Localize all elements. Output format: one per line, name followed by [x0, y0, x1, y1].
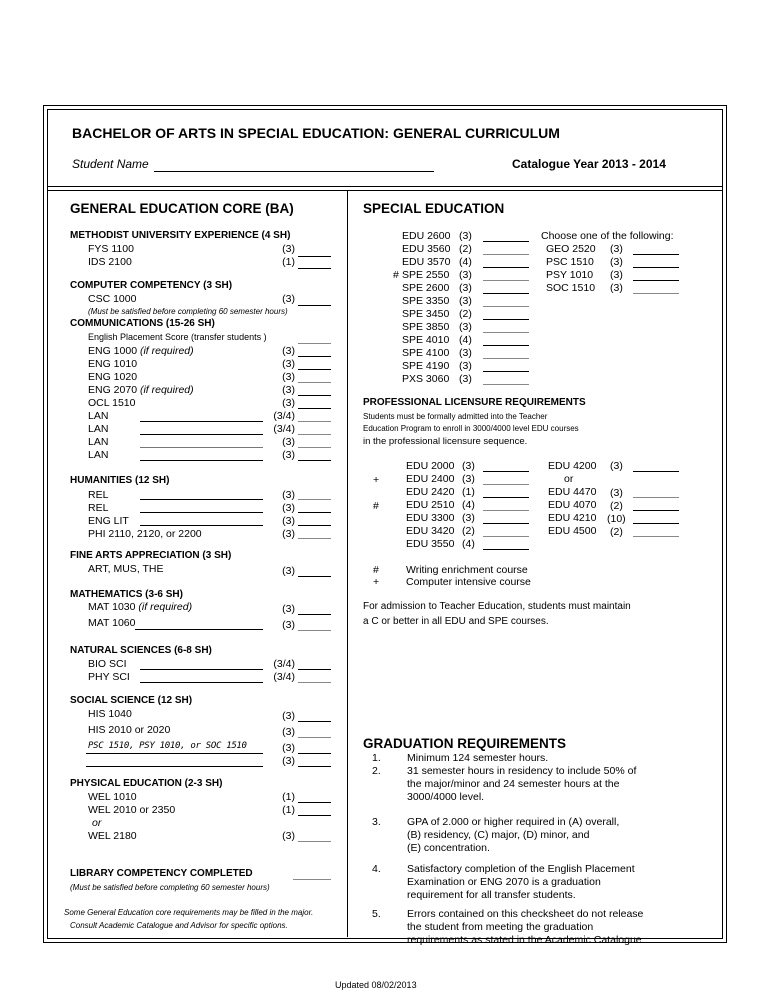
course-hours: (3) [610, 256, 623, 268]
course-hours: (4) [459, 334, 472, 346]
course-hours: (3) [610, 487, 623, 499]
grade-blank[interactable] [293, 879, 331, 880]
course-hours: (3) [462, 512, 475, 524]
course-hours: (3) [282, 371, 295, 383]
course-code: EDU 4070 [548, 499, 597, 511]
grade-blank[interactable] [298, 669, 331, 670]
legend-mark: + [373, 576, 380, 588]
course-code: EDU 4210 [548, 512, 597, 524]
course-code: FYS 1100 [88, 243, 134, 255]
course-code: EDU 2510 [406, 499, 455, 511]
course-code: HIS 1040 [88, 708, 132, 720]
course-code: ENG LIT [88, 515, 129, 527]
special-ed-title: SPECIAL EDUCATION [363, 201, 505, 216]
requirement-number: 5. [372, 908, 381, 920]
course-code: MAT 1060 [88, 617, 136, 629]
course-code: PHY SCI [88, 671, 130, 683]
course-hours: (1) [282, 791, 295, 803]
grade-blank[interactable] [298, 753, 331, 754]
requirement-number: 3. [372, 816, 381, 828]
grade-blank[interactable] [298, 841, 331, 842]
legend-writing: Writing enrichment course [406, 564, 528, 576]
course-hours: (3) [282, 436, 295, 448]
grade-blank[interactable] [483, 319, 529, 320]
requirement-text: requirements as stated in the Academic Catalogue. [407, 934, 645, 946]
grade-blank[interactable] [298, 356, 331, 357]
grade-blank[interactable] [483, 471, 529, 472]
course-entry-line[interactable] [140, 512, 263, 513]
grade-blank[interactable] [298, 525, 331, 526]
legend-computer: Computer intensive course [406, 576, 531, 588]
course-code: BIO SCI [88, 658, 127, 670]
course-hours: (3) [462, 473, 475, 485]
grade-blank[interactable] [298, 512, 331, 513]
requirement-number: 4. [372, 863, 381, 875]
course-code: REL [88, 489, 109, 501]
page-title: BACHELOR OF ARTS IN SPECIAL EDUCATION: GENERAL CURRICULUM [72, 125, 560, 141]
grade-blank[interactable] [633, 523, 679, 524]
course-hours: (3) [282, 293, 295, 305]
grade-blank[interactable] [483, 241, 529, 242]
course-hours: (4) [462, 499, 475, 511]
grade-blank[interactable] [298, 737, 331, 738]
grade-blank[interactable] [298, 614, 331, 615]
placement-score-label: English Placement Score (transfer students ) [88, 332, 267, 342]
grade-blank[interactable] [483, 549, 529, 550]
course-hours: (3) [282, 565, 295, 577]
requirement-text: the student from meeting the graduation [407, 921, 594, 933]
course-entry-line[interactable] [135, 629, 263, 630]
grade-blank[interactable] [483, 267, 529, 268]
handwritten-course-entry: PSC 1510, PSY 1010, or SOC 1510 [88, 741, 247, 751]
requirement-text: Errors contained on this checksheet do not release [407, 908, 644, 920]
course-code: OCL 1510 [88, 397, 136, 409]
course-hours: (3) [282, 528, 295, 540]
social-science-heading: SOCIAL SCIENCE (12 SH) [70, 695, 193, 706]
course-hours: (10) [607, 513, 626, 525]
requirement-text: (E) concentration. [407, 842, 490, 854]
course-code: SPE 3850 [402, 321, 450, 333]
legend-mark: # [373, 564, 379, 576]
grade-blank[interactable] [298, 343, 331, 344]
admission-line-2: a C or better in all EDU and SPE courses. [363, 616, 549, 627]
natural-sciences-heading: NATURAL SCIENCES (6-8 SH) [70, 645, 212, 656]
grade-blank[interactable] [298, 408, 331, 409]
course-hours: (3) [459, 295, 472, 307]
writing-enrichment-mark: # [393, 269, 399, 281]
course-code: SPE 3350 [402, 295, 450, 307]
student-name-field[interactable] [154, 171, 434, 172]
course-note: (if required) [138, 601, 193, 613]
course-hours: (3) [282, 619, 295, 631]
course-hours: (3) [610, 460, 623, 472]
grade-blank[interactable] [298, 630, 331, 631]
course-code: ENG 2070 [88, 384, 138, 396]
gen-ed-footnote-1: Some General Education core requirements may be filled in the major. [64, 908, 314, 917]
course-code: SPE 2550 [402, 269, 450, 281]
course-hours: (1) [282, 804, 295, 816]
communications-heading: COMMUNICATIONS (15-26 SH) [70, 318, 215, 329]
requirement-text: 31 semester hours in residency to include 50% of [407, 765, 637, 777]
course-entry-line[interactable] [140, 682, 263, 683]
requirement-text: GPA of 2.000 or higher required in (A) overall, [407, 816, 620, 828]
course-hours: (2) [462, 525, 475, 537]
course-code: LAN [88, 423, 109, 435]
course-code: EDU 4200 [548, 460, 597, 472]
grade-blank[interactable] [298, 421, 331, 422]
course-hours: (2) [610, 500, 623, 512]
grade-blank[interactable] [483, 358, 529, 359]
course-code: EDU 3560 [402, 243, 451, 255]
grade-blank[interactable] [298, 268, 331, 269]
grade-blank[interactable] [483, 384, 529, 385]
grade-blank[interactable] [298, 434, 331, 435]
requirement-text: (B) residency, (C) major, (D) minor, and [407, 829, 590, 841]
course-code: LAN [88, 449, 109, 461]
requirement-text: Examination or ENG 2070 is a graduation [407, 876, 601, 888]
course-entry-line[interactable] [86, 766, 263, 767]
grade-blank[interactable] [483, 510, 529, 511]
grade-blank[interactable] [483, 332, 529, 333]
course-hours: (2) [459, 308, 472, 320]
grade-blank[interactable] [298, 802, 331, 803]
licensure-line-1: Students must be formally admitted into the Teacher [363, 412, 548, 421]
course-hours: (3) [282, 742, 295, 754]
course-note: (if required) [139, 384, 194, 396]
course-code: REL [88, 502, 109, 514]
course-hours: (3) [282, 755, 295, 767]
course-hours: (3/4) [273, 423, 295, 435]
pe-heading: PHYSICAL EDUCATION (2-3 SH) [70, 778, 223, 789]
course-code: PXS 3060 [402, 373, 450, 385]
catalogue-year: Catalogue Year 2013 - 2014 [512, 157, 666, 171]
grade-blank[interactable] [633, 254, 679, 255]
or-label: or [92, 817, 102, 829]
course-hours: (3) [459, 321, 472, 333]
course-hours: (3) [459, 282, 472, 294]
requirement-text: requirement for all transfer students. [407, 889, 576, 901]
course-code: SOC 1510 [546, 282, 596, 294]
course-code: EDU 2400 [406, 473, 455, 485]
course-code: PSY 1010 [546, 269, 594, 281]
or-label: or [564, 473, 574, 485]
requirement-number: 2. [372, 765, 381, 777]
grade-blank[interactable] [298, 447, 331, 448]
course-hours: (3) [459, 373, 472, 385]
course-hours: (3) [282, 515, 295, 527]
grade-blank[interactable] [483, 371, 529, 372]
course-code: SPE 2600 [402, 282, 450, 294]
grade-blank[interactable] [633, 497, 679, 498]
student-name-label: Student Name [72, 157, 149, 171]
course-hours: (1) [282, 256, 295, 268]
course-code: SPE 4010 [402, 334, 450, 346]
grade-blank[interactable] [483, 293, 529, 294]
course-entry-line[interactable] [140, 421, 263, 422]
grade-blank[interactable] [483, 306, 529, 307]
grade-blank[interactable] [298, 815, 331, 816]
course-hours: (3) [459, 347, 472, 359]
course-code: SPE 4100 [402, 347, 450, 359]
grade-blank[interactable] [483, 536, 529, 537]
requirement-text: 3000/4000 level. [407, 791, 485, 803]
admission-line-1: For admission to Teacher Education, students must maintain [363, 601, 631, 612]
course-code: ENG 1000 [88, 345, 138, 357]
methodist-heading: METHODIST UNIVERSITY EXPERIENCE (4 SH) [70, 230, 291, 241]
grade-blank[interactable] [633, 280, 679, 281]
course-entry-line[interactable] [140, 460, 263, 461]
computer-heading: COMPUTER COMPETENCY (3 SH) [70, 280, 233, 291]
requirement-text: Minimum 124 semester hours. [407, 752, 549, 764]
course-code: EDU 4500 [548, 525, 597, 537]
course-hours: (4) [462, 538, 475, 550]
course-hours: (3) [282, 726, 295, 738]
course-code: EDU 3550 [406, 538, 455, 550]
grade-blank[interactable] [483, 497, 529, 498]
course-hours: (3/4) [273, 671, 295, 683]
course-hours: (3) [610, 269, 623, 281]
course-code: EDU 3420 [406, 525, 455, 537]
grade-blank[interactable] [298, 721, 331, 722]
math-heading: MATHEMATICS (3-6 SH) [70, 589, 183, 600]
course-entry-line[interactable] [140, 525, 263, 526]
licensure-line-2: Education Program to enroll in 3000/4000 level EDU courses [363, 424, 579, 433]
grade-blank[interactable] [298, 369, 331, 370]
course-code: EDU 3300 [406, 512, 455, 524]
course-code: EDU 4470 [548, 486, 597, 498]
course-code: LAN [88, 436, 109, 448]
course-hours: (3) [282, 397, 295, 409]
course-entry-line[interactable] [140, 499, 263, 500]
header-divider-2 [47, 190, 722, 191]
grade-blank[interactable] [633, 293, 679, 294]
course-code: MAT 1030 [88, 601, 136, 613]
grade-blank[interactable] [298, 305, 331, 306]
grade-blank[interactable] [633, 267, 679, 268]
course-code: WEL 1010 [88, 791, 137, 803]
computer-note: (Must be satisfied before completing 60 semester hours) [88, 307, 288, 316]
course-code: PHI 2110, 2120, or 2200 [88, 528, 202, 540]
grade-blank[interactable] [298, 460, 331, 461]
course-hours: (2) [459, 243, 472, 255]
course-note: (if required) [139, 345, 194, 357]
course-code: EDU 2000 [406, 460, 455, 472]
grade-blank[interactable] [633, 510, 679, 511]
choose-heading: Choose one of the following: [541, 230, 674, 242]
course-hours: (3) [610, 243, 623, 255]
course-hours: (2) [610, 526, 623, 538]
course-entry-line[interactable] [140, 434, 263, 435]
licensure-line-3: in the professional licensure sequence. [363, 436, 528, 447]
course-code: EDU 2600 [402, 230, 451, 242]
course-hours: (3) [282, 449, 295, 461]
course-code: ENG 1020 [88, 371, 138, 383]
library-heading: LIBRARY COMPETENCY COMPLETED [70, 868, 253, 879]
requirement-text: Satisfactory completion of the English Placement [407, 863, 635, 875]
grade-blank[interactable] [483, 280, 529, 281]
course-code: SPE 4190 [402, 360, 450, 372]
grade-blank[interactable] [298, 538, 331, 539]
column-divider [347, 190, 348, 937]
fine-arts-heading: FINE ARTS APPRECIATION (3 SH) [70, 550, 232, 561]
course-code: LAN [88, 410, 109, 422]
course-hours: (3) [282, 502, 295, 514]
grade-blank[interactable] [483, 523, 529, 524]
requirement-number: 1. [372, 752, 381, 764]
course-code: GEO 2520 [546, 243, 596, 255]
course-code: CSC 1000 [88, 293, 137, 305]
course-hours: (3/4) [273, 658, 295, 670]
course-entry-line[interactable] [140, 669, 263, 670]
header-divider-1 [47, 186, 722, 187]
course-code: ENG 1010 [88, 358, 138, 370]
grade-blank[interactable] [483, 484, 529, 485]
course-hours: (3) [282, 358, 295, 370]
course-hours: (3/4) [273, 410, 295, 422]
requirement-text: the major/minor and 24 semester hours at the [407, 778, 620, 790]
course-entry-line[interactable] [140, 447, 263, 448]
course-hours: (3) [459, 230, 472, 242]
course-code: SPE 3450 [402, 308, 450, 320]
grade-blank[interactable] [633, 471, 679, 472]
grade-blank[interactable] [483, 345, 529, 346]
grade-blank[interactable] [298, 682, 331, 683]
gen-ed-title: GENERAL EDUCATION CORE (BA) [70, 201, 294, 216]
humanities-heading: HUMANITIES (12 SH) [70, 475, 170, 486]
course-code: ART, MUS, THE [88, 563, 164, 575]
course-code: PSC 1510 [546, 256, 594, 268]
course-hours: (3) [459, 360, 472, 372]
course-hours: (3) [282, 243, 295, 255]
grade-blank[interactable] [298, 395, 331, 396]
course-entry-line[interactable] [86, 753, 263, 754]
graduation-title: GRADUATION REQUIREMENTS [363, 736, 567, 751]
course-code: IDS 2100 [88, 256, 132, 268]
course-hours: (3) [459, 269, 472, 281]
course-hours: (1) [462, 486, 475, 498]
course-hours: (3) [282, 830, 295, 842]
course-hours: (3) [282, 345, 295, 357]
course-hours: (3) [282, 603, 295, 615]
gen-ed-footnote-2: Consult Academic Catalogue and Advisor for specific options. [70, 921, 288, 930]
course-hours: (4) [459, 256, 472, 268]
course-hours: (3) [462, 460, 475, 472]
course-code: EDU 2420 [406, 486, 455, 498]
grade-blank[interactable] [633, 536, 679, 537]
course-hours: (3) [282, 384, 295, 396]
grade-blank[interactable] [298, 382, 331, 383]
course-code: WEL 2010 or 2350 [88, 804, 176, 816]
grade-blank[interactable] [298, 499, 331, 500]
course-hours: (3) [282, 489, 295, 501]
course-hours: (3) [282, 710, 295, 722]
course-code: WEL 2180 [88, 830, 137, 842]
grade-blank[interactable] [298, 576, 331, 577]
grade-blank[interactable] [483, 254, 529, 255]
course-mark: # [373, 500, 379, 512]
course-code: HIS 2010 or 2020 [88, 724, 171, 736]
licensure-title: PROFESSIONAL LICENSURE REQUIREMENTS [363, 397, 586, 408]
grade-blank[interactable] [298, 256, 331, 257]
course-mark: + [373, 474, 380, 486]
grade-blank[interactable] [298, 766, 331, 767]
updated-date: Updated 08/02/2013 [335, 980, 417, 990]
course-code: EDU 3570 [402, 256, 451, 268]
course-hours: (3) [610, 282, 623, 294]
library-note: (Must be satisfied before completing 60 semester hours) [70, 883, 270, 892]
